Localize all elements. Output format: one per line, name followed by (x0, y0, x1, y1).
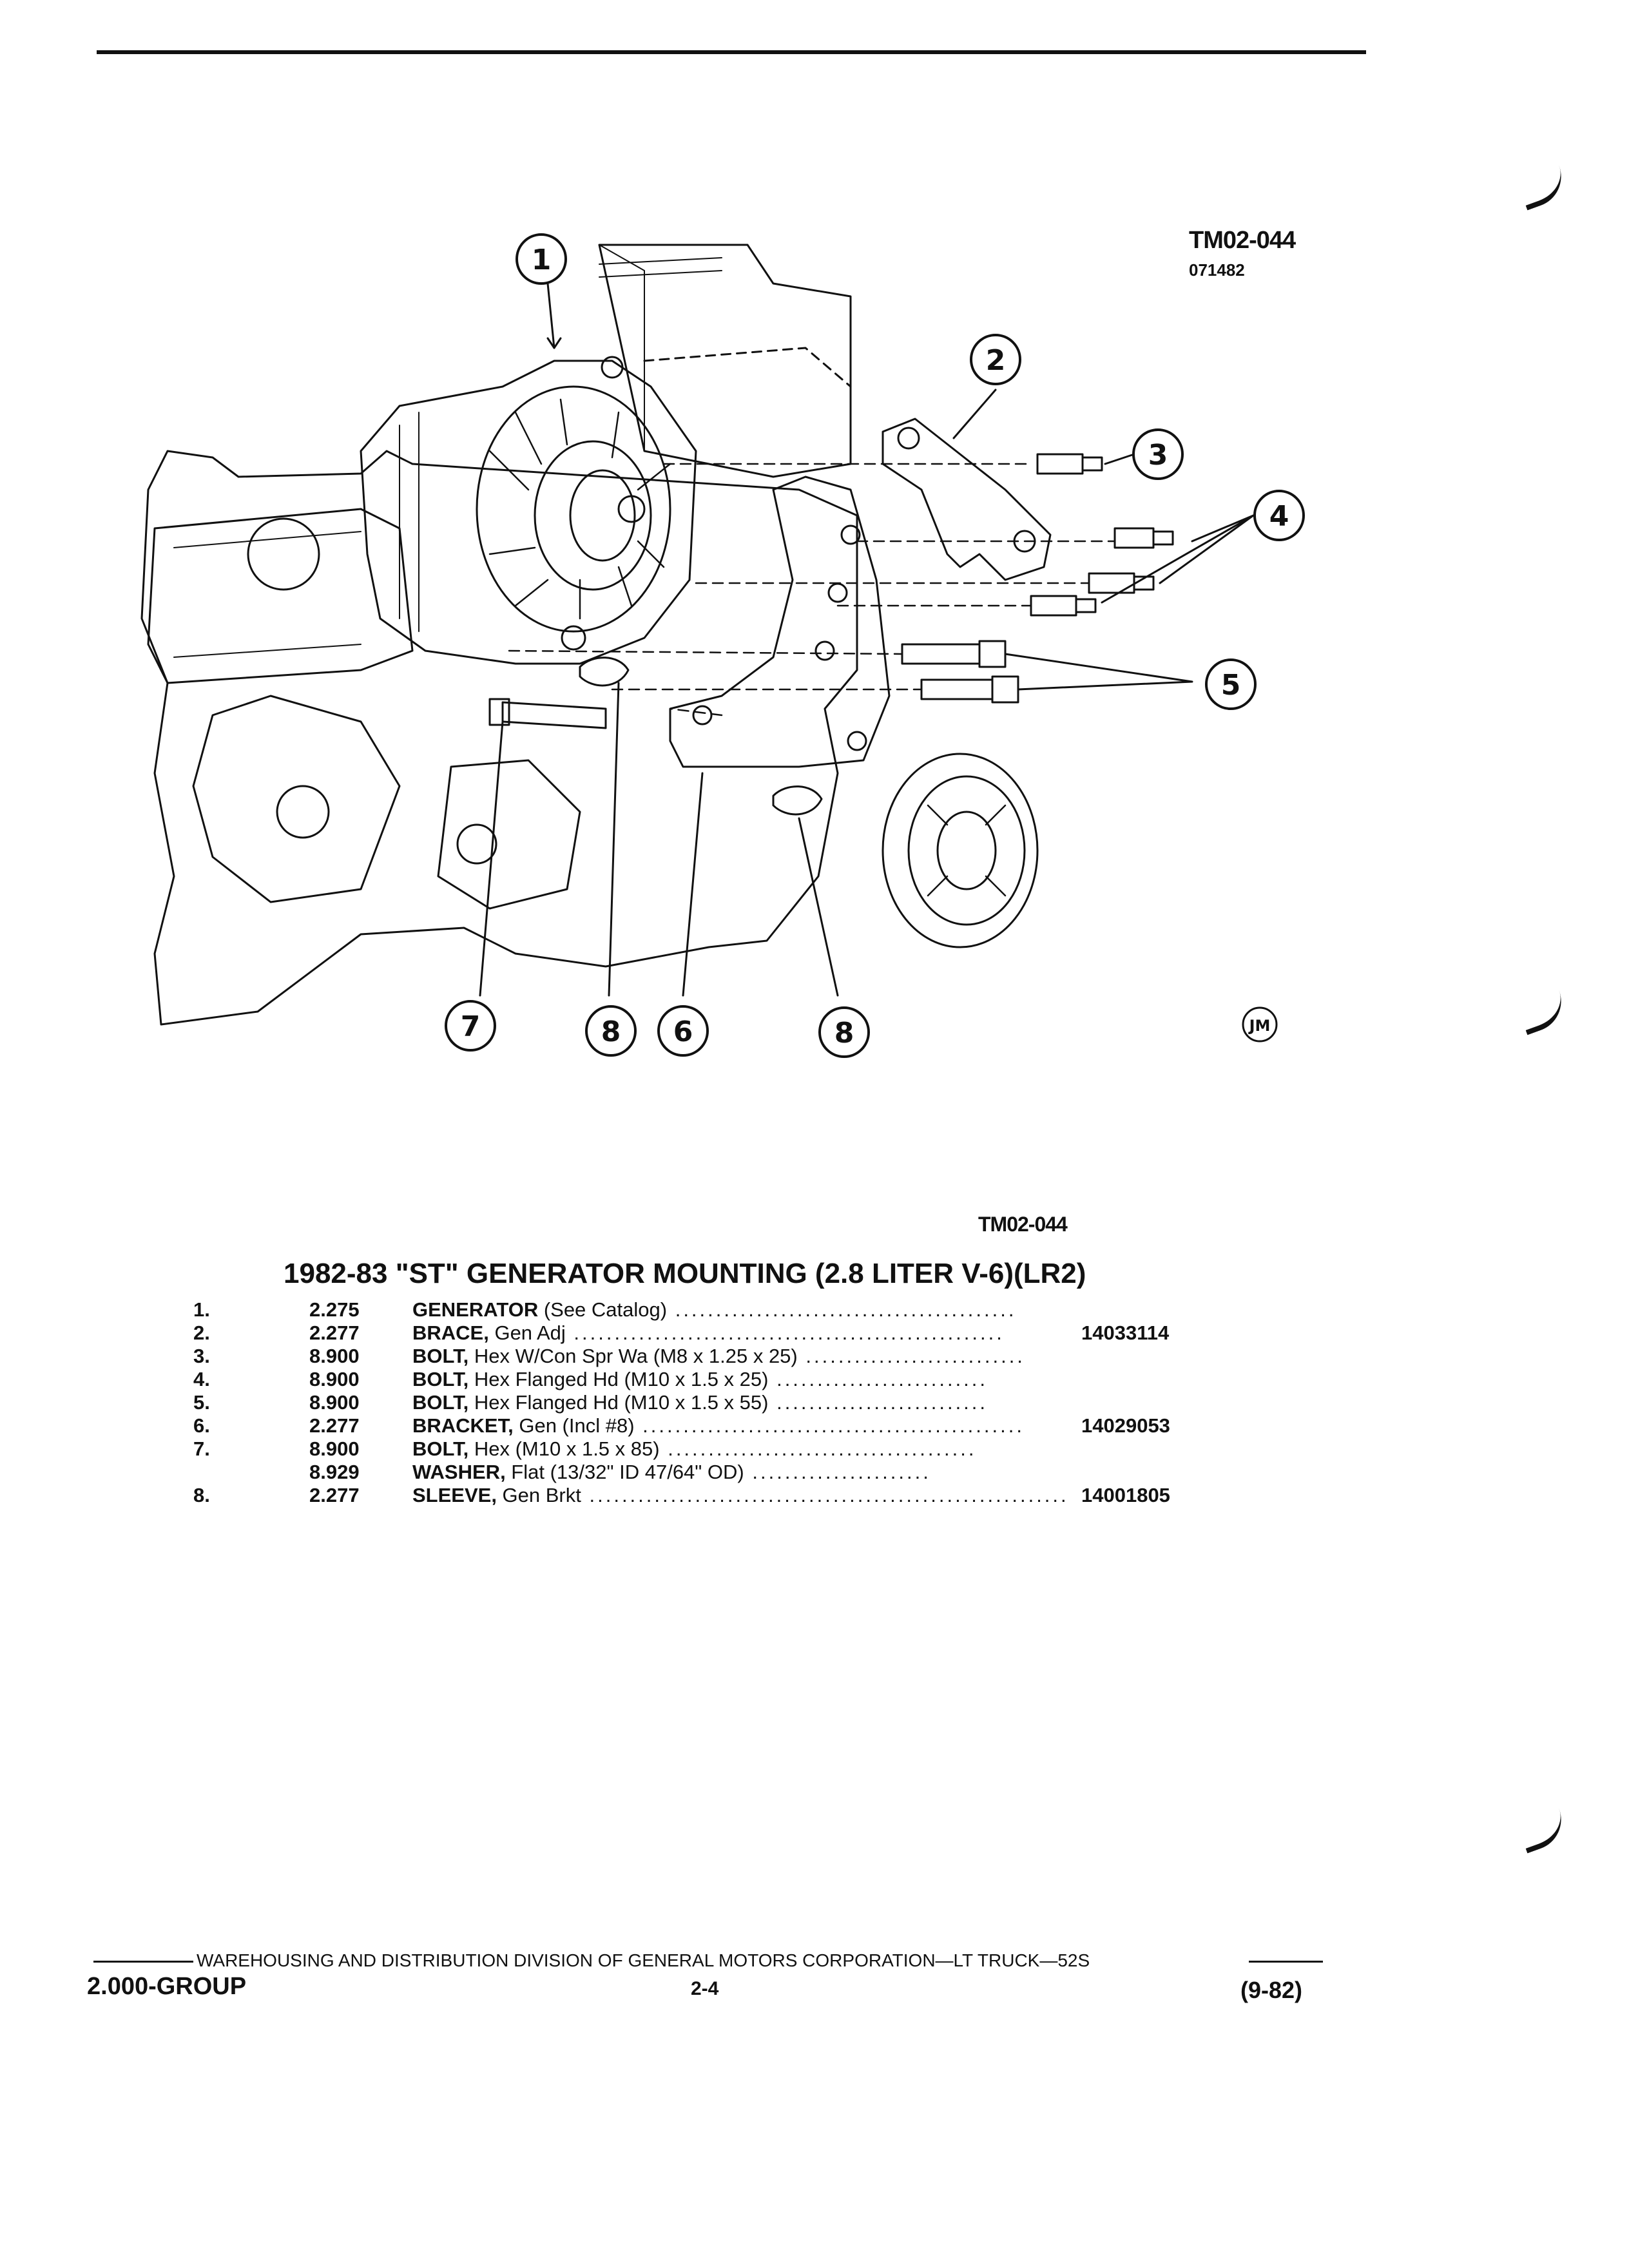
callout-2 (971, 335, 1020, 384)
callout-6 (659, 1006, 708, 1055)
figure-code-bottom: TM02-044 (978, 1213, 1067, 1236)
callout-5-text: 5 (1220, 669, 1241, 702)
callout-4 (1255, 491, 1304, 540)
callout-6-text: 6 (673, 1015, 693, 1048)
footer-division-line: WAREHOUSING AND DISTRIBUTION DIVISION OF GENERAL MOTORS CORPORATION—LT TRUCK—52S (197, 1950, 1090, 1970)
parts-list (193, 1298, 1289, 1517)
footer-rule-right (1249, 1961, 1323, 1963)
part-name: BOLT, (412, 1391, 469, 1414)
part-group: 2.275 (309, 1298, 360, 1321)
part-ref: 4. (193, 1368, 210, 1390)
part-desc: WASHER, Flat (13/32" ID 47/64" OD) ...................... (412, 1461, 931, 1483)
footer-rule-left (93, 1961, 193, 1963)
part-detail: Gen Adj (488, 1321, 566, 1344)
part-name: BOLT, (412, 1437, 469, 1460)
callout-3 (1133, 430, 1182, 479)
crankshaft-pulley (883, 754, 1037, 947)
part-ref: 3. (193, 1345, 210, 1367)
part-group: 8.900 (309, 1391, 360, 1414)
engine-block (142, 451, 857, 1024)
part-desc: SLEEVE, Gen Brkt ........................................................... (412, 1484, 1069, 1506)
figure-code-top: TM02-044 (1189, 227, 1296, 254)
part-detail: Hex Flanged Hd (M10 x 1.5 x 25) (468, 1368, 769, 1390)
part-group: 8.929 (309, 1461, 360, 1483)
binder-mark-bottom (1517, 1809, 1570, 1853)
part-desc: BOLT, Hex (M10 x 1.5 x 85) ...................................... (412, 1437, 977, 1460)
part-ref: 8. (193, 1484, 210, 1506)
callout-7 (446, 1001, 495, 1050)
part-detail: Gen (Incl #8) (513, 1414, 635, 1437)
callout-1 (517, 235, 566, 284)
part-desc: BOLT, Hex W/Con Spr Wa (M8 x 1.25 x 25) ........................... (412, 1345, 1025, 1367)
callout-8-right-text: 8 (834, 1017, 854, 1050)
part-detail: Hex (M10 x 1.5 x 85) (468, 1437, 660, 1460)
part-detail: Gen Brkt (496, 1484, 581, 1506)
part-desc: BOLT, Hex Flanged Hd (M10 x 1.5 x 55) .......................... (412, 1391, 988, 1414)
part-desc: GENERATOR (See Catalog) .......................................... (412, 1298, 1017, 1321)
artist-mark-text: JM (1249, 1017, 1271, 1035)
water-pump (193, 696, 400, 902)
part-desc: BRACE, Gen Adj ..................................................... (412, 1321, 1005, 1344)
part-ref: 6. (193, 1414, 210, 1437)
figure-date-code: 071482 (1189, 260, 1245, 280)
callout-8-left-text: 8 (601, 1015, 621, 1048)
part-group: 8.900 (309, 1368, 360, 1390)
part-group: 2.277 (309, 1321, 360, 1344)
callout-1-text: 1 (531, 244, 552, 276)
part-name: GENERATOR (412, 1298, 539, 1321)
part-ref: 1. (193, 1298, 210, 1321)
part-name: WASHER, (412, 1461, 506, 1483)
footer-group: 2.000-GROUP (87, 1973, 247, 2000)
part-ref: 7. (193, 1437, 210, 1460)
part-desc: BOLT, Hex Flanged Hd (M10 x 1.5 x 25) .......................... (412, 1368, 988, 1390)
adjusting-brace (883, 419, 1050, 580)
part-detail: Hex Flanged Hd (M10 x 1.5 x 55) (468, 1391, 769, 1414)
callout-8-right (820, 1008, 869, 1057)
callout-4-text: 4 (1269, 500, 1289, 533)
generator (361, 357, 696, 664)
part-detail: (See Catalog) (538, 1298, 668, 1321)
part-ref: 5. (193, 1391, 210, 1414)
part-ref: 2. (193, 1321, 210, 1344)
footer-revision: (9-82) (1240, 1977, 1303, 2003)
callout-5 (1206, 660, 1255, 709)
intake-manifold (599, 245, 851, 477)
part-name: BOLT, (412, 1345, 469, 1367)
part-group: 2.277 (309, 1484, 360, 1506)
part-group: 2.277 (309, 1414, 360, 1437)
footer-page-number: 2-4 (691, 1978, 719, 1999)
artist-mark (1243, 1008, 1277, 1041)
part-number: 14029053 (1081, 1414, 1170, 1437)
page-title: 1982-83 "ST" GENERATOR MOUNTING (2.8 LITER V-6)(LR2) (284, 1258, 1086, 1289)
part-name: SLEEVE, (412, 1484, 497, 1506)
callout-2-text: 2 (985, 344, 1006, 377)
sleeve-lower (773, 787, 822, 814)
part-name: BRACKET, (412, 1414, 514, 1437)
callout-7-text: 7 (460, 1010, 481, 1043)
part-detail: Hex W/Con Spr Wa (M8 x 1.25 x 25) (468, 1345, 798, 1367)
part-desc: BRACKET, Gen (Incl #8) ............................................... (412, 1414, 1025, 1437)
sleeve-upper (580, 658, 628, 686)
part-group: 8.900 (309, 1345, 360, 1367)
part-name: BOLT, (412, 1368, 469, 1390)
callout-8-left (586, 1006, 635, 1055)
part-group: 8.900 (309, 1437, 360, 1460)
part-number: 14033114 (1081, 1321, 1170, 1344)
part-name: BRACE, (412, 1321, 489, 1344)
part-number: 14001805 (1081, 1484, 1170, 1506)
callout-3-text: 3 (1148, 439, 1168, 472)
part-detail: Flat (13/32" ID 47/64" OD) (505, 1461, 744, 1483)
